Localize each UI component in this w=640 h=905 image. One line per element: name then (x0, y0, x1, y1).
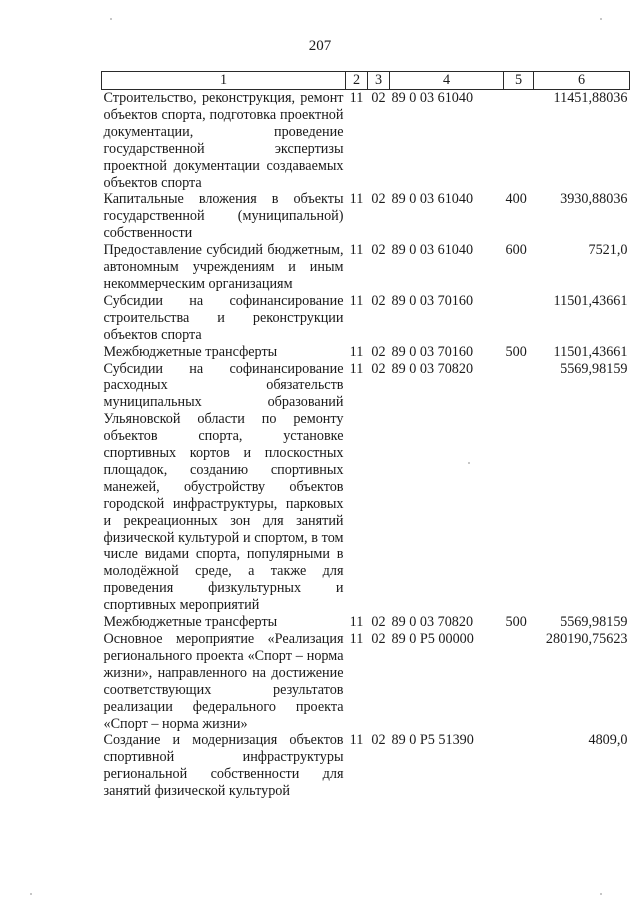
row-section: 11 (349, 631, 364, 647)
row-expense-type (504, 293, 534, 344)
row-expense-type (504, 631, 534, 732)
header-col-6: 6 (534, 72, 630, 90)
row-name: Строительство, реконструкция, ремонт объектов спорта, подготовка проектной документации, проведение государственной экспертизы проектной документации создаваемых объектов спорта (103, 90, 344, 191)
table-row (102, 614, 630, 631)
row-target-code: 89 0 03 70820 (391, 614, 474, 631)
row-subsection: 02 (371, 191, 386, 208)
row-section: 11 (349, 90, 364, 106)
header-col-4: 4 (390, 72, 504, 90)
row-target-code: 89 0 03 61040 (391, 90, 474, 106)
row-amount: 7521,0 (588, 242, 628, 259)
table-row (102, 344, 630, 361)
row-target-code: 89 0 03 70820 (391, 360, 474, 377)
budget-table (101, 71, 630, 800)
row-target-code: 89 0 P5 00000 (391, 631, 474, 647)
row-target-code: 89 0 03 61040 (391, 191, 474, 208)
header-col-2: 2 (346, 72, 368, 90)
header-row (102, 72, 630, 90)
table-row (102, 631, 630, 732)
row-name: Субсидии на софинансирование расходных обязательств муниципальных образований Ульяновской области по ремонту объектов спорта, установке спортивных кортов и плоскостных площадок, созданию спортивных манежей, обустройству объектов городской инфраструктуры, парковых и рекреационных зон для занятий физической культурой и спортом, в том числе видами спорта, популярными в молодёжной среде, а также для проведения физкультурных и спортивных мероприятий (103, 360, 344, 614)
row-target-code: 89 0 P5 51390 (391, 732, 474, 749)
row-section: 11 (349, 732, 364, 749)
row-expense-type (504, 90, 534, 192)
row-amount: 3930,88036 (560, 191, 628, 208)
header-col-3: 3 (368, 72, 390, 90)
row-subsection: 02 (371, 242, 386, 259)
row-amount: 11451,88036 (553, 90, 628, 106)
row-section: 11 (349, 191, 364, 208)
scan-speck (110, 18, 112, 20)
row-expense-type: 400 (505, 191, 527, 208)
row-amount: 5569,98159 (560, 614, 628, 631)
row-target-code: 89 0 03 70160 (391, 292, 474, 309)
row-name: Капитальные вложения в объекты государственной (муниципальной) собственности (103, 191, 344, 242)
row-amount: 280190,75623 (545, 631, 628, 647)
row-section: 11 (349, 242, 364, 259)
table-body (102, 90, 630, 801)
table-row (102, 732, 630, 800)
scan-speck (30, 893, 32, 895)
row-subsection: 02 (371, 614, 386, 631)
page-number: 207 (308, 38, 332, 54)
row-amount: 11501,43661 (553, 292, 628, 309)
row-section: 11 (349, 614, 364, 631)
row-subsection: 02 (371, 360, 386, 377)
row-name: Предоставление субсидий бюджетным, автономным учреждениям и иным некоммерческим организациям (103, 242, 344, 292)
header-col-5: 5 (504, 72, 534, 90)
row-name: Субсидии на софинансирование строительства и реконструкции объектов спорта (103, 292, 344, 343)
table-row (102, 191, 630, 242)
row-expense-type: 500 (505, 343, 527, 360)
row-expense-type (504, 361, 534, 615)
header-col-1: 1 (102, 72, 346, 90)
table-row (102, 90, 630, 192)
row-target-code: 89 0 03 61040 (391, 242, 474, 259)
row-expense-type: 500 (505, 614, 527, 631)
row-name: Межбюджетные трансферты (103, 614, 278, 631)
row-section: 11 (349, 343, 364, 360)
row-expense-type: 600 (505, 242, 527, 259)
row-name: Межбюджетные трансферты (103, 343, 278, 360)
row-subsection: 02 (371, 292, 386, 309)
scan-speck (600, 893, 602, 895)
row-subsection: 02 (371, 732, 386, 749)
row-target-code: 89 0 03 70160 (391, 343, 474, 360)
row-section: 11 (349, 360, 364, 377)
row-amount: 5569,98159 (560, 360, 628, 377)
row-amount: 4809,0 (588, 732, 628, 749)
scan-speck (600, 18, 602, 20)
table-row (102, 242, 630, 293)
row-section: 11 (349, 292, 364, 309)
row-subsection: 02 (371, 343, 386, 360)
table-row (102, 361, 630, 615)
row-expense-type (504, 732, 534, 800)
row-subsection: 02 (371, 90, 386, 106)
table-header (102, 72, 630, 90)
scan-speck (468, 462, 470, 464)
row-name: Создание и модернизация объектов спортивной инфраструктуры региональной собственности для занятий физической культурой (103, 732, 344, 800)
row-amount: 11501,43661 (553, 343, 628, 360)
row-name: Основное мероприятие «Реализация регионального проекта «Спорт – норма жизни», направленного на достижение соответствующих результатов реализации федерального проекта «Спорт – норма жизни» (103, 631, 344, 732)
table-row (102, 293, 630, 344)
row-subsection: 02 (371, 631, 386, 647)
